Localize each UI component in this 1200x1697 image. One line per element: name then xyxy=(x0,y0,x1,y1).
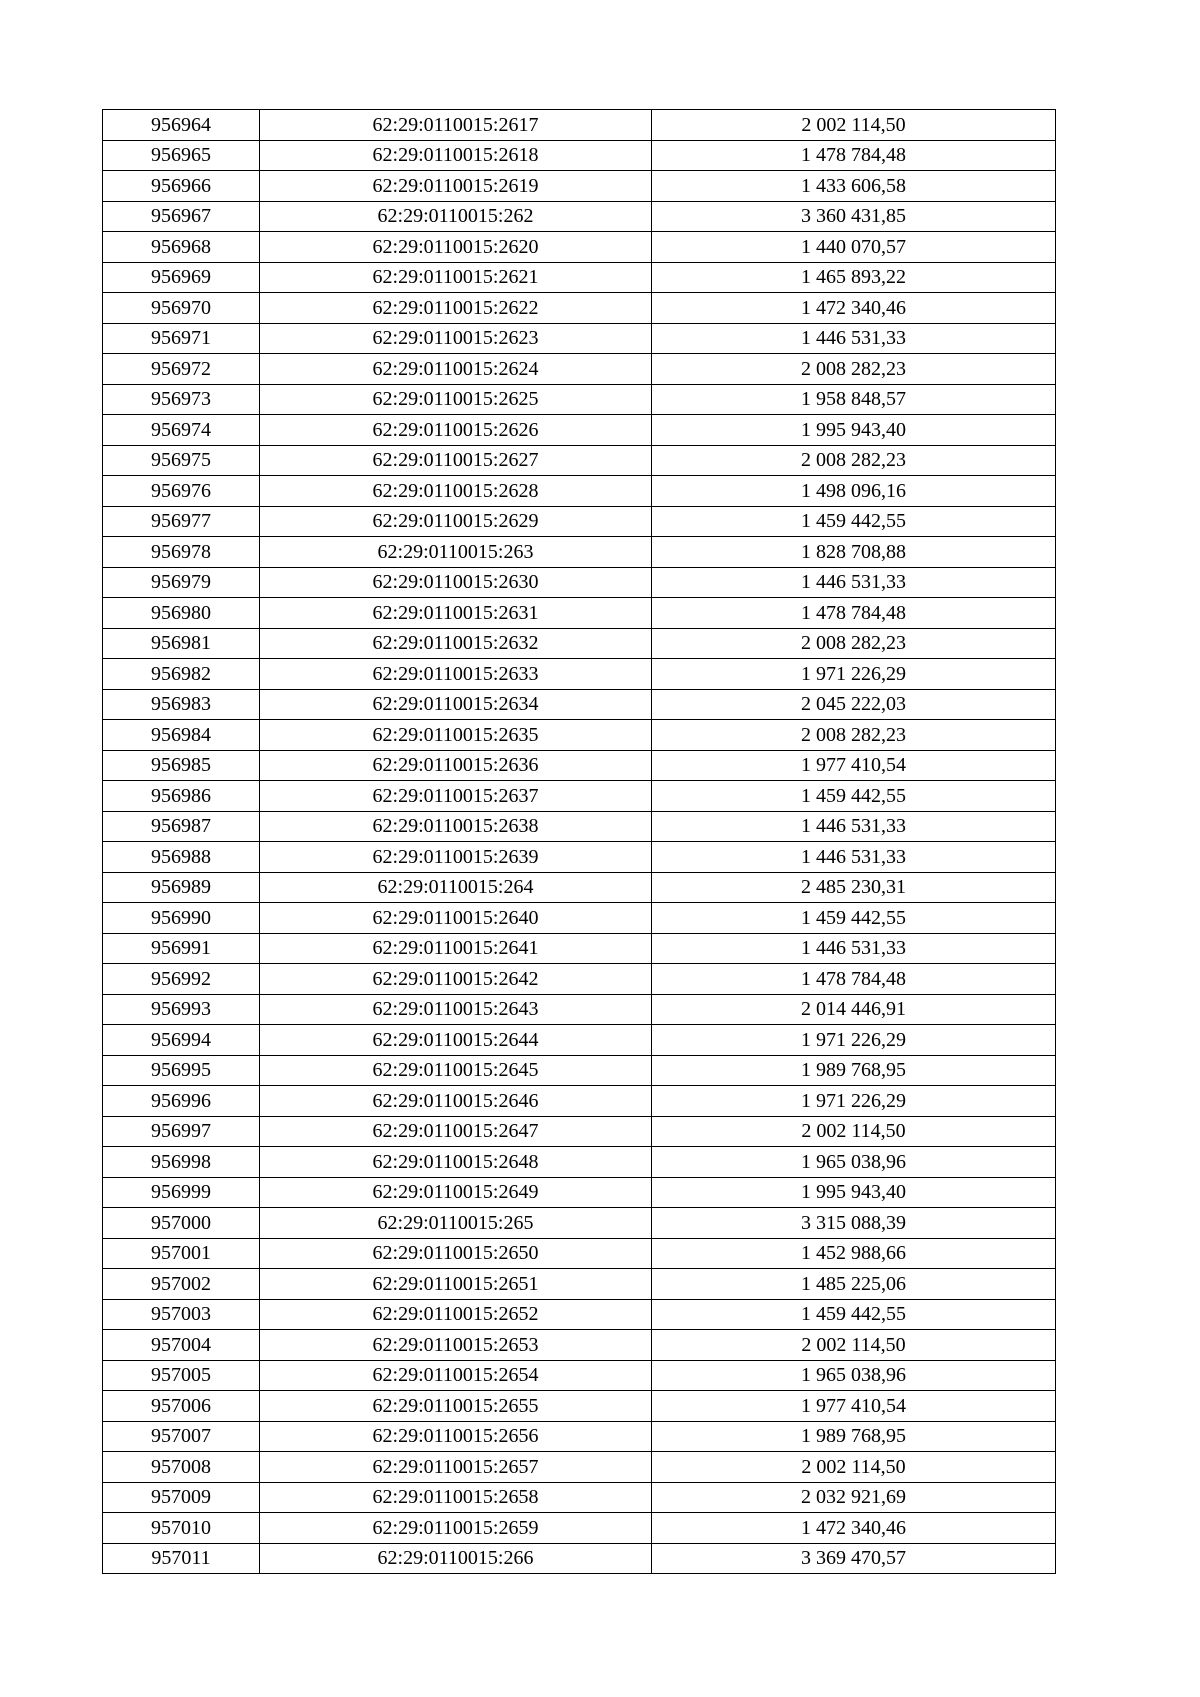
cadastral-value-cell: 1 459 442,55 xyxy=(652,1299,1056,1330)
row-number-cell: 956968 xyxy=(103,232,260,263)
row-number-cell: 956997 xyxy=(103,1116,260,1147)
table-row xyxy=(103,1147,1056,1178)
cadastral-number-cell: 62:29:0110015:2659 xyxy=(260,1513,652,1544)
row-number-cell: 956974 xyxy=(103,415,260,446)
cadastral-number-cell: 62:29:0110015:2634 xyxy=(260,689,652,720)
table-row xyxy=(103,964,1056,995)
cadastral-value-cell: 1 465 893,22 xyxy=(652,262,1056,293)
cadastral-value-cell: 1 446 531,33 xyxy=(652,842,1056,873)
table-row xyxy=(103,1116,1056,1147)
cadastral-number-cell: 62:29:0110015:2632 xyxy=(260,628,652,659)
cadastral-number-cell: 62:29:0110015:2649 xyxy=(260,1177,652,1208)
cadastral-number-cell: 62:29:0110015:2657 xyxy=(260,1452,652,1483)
cadastral-number-cell: 62:29:0110015:262 xyxy=(260,201,652,232)
cadastral-value-cell: 1 498 096,16 xyxy=(652,476,1056,507)
row-number-cell: 957000 xyxy=(103,1208,260,1239)
cadastral-value-cell: 1 995 943,40 xyxy=(652,415,1056,446)
cadastral-value-cell: 2 008 282,23 xyxy=(652,628,1056,659)
row-number-cell: 956965 xyxy=(103,140,260,171)
cadastral-value-cell: 2 002 114,50 xyxy=(652,1116,1056,1147)
cadastral-number-cell: 62:29:0110015:265 xyxy=(260,1208,652,1239)
cadastral-number-cell: 62:29:0110015:2617 xyxy=(260,110,652,141)
table-row xyxy=(103,1208,1056,1239)
table-row xyxy=(103,1330,1056,1361)
cadastral-number-cell: 62:29:0110015:2636 xyxy=(260,750,652,781)
cadastral-value-cell: 1 452 988,66 xyxy=(652,1238,1056,1269)
cadastral-number-cell: 62:29:0110015:2622 xyxy=(260,293,652,324)
cadastral-value-cell: 1 828 708,88 xyxy=(652,537,1056,568)
table-row xyxy=(103,323,1056,354)
cadastral-value-cell: 1 446 531,33 xyxy=(652,323,1056,354)
table-row xyxy=(103,171,1056,202)
cadastral-number-cell: 62:29:0110015:2628 xyxy=(260,476,652,507)
cadastral-value-cell: 1 478 784,48 xyxy=(652,964,1056,995)
cadastral-value-cell: 3 315 088,39 xyxy=(652,1208,1056,1239)
cadastral-number-cell: 62:29:0110015:2646 xyxy=(260,1086,652,1117)
cadastral-value-cell: 2 002 114,50 xyxy=(652,1330,1056,1361)
row-number-cell: 956992 xyxy=(103,964,260,995)
row-number-cell: 956970 xyxy=(103,293,260,324)
table-row xyxy=(103,1513,1056,1544)
cadastral-number-cell: 62:29:0110015:2624 xyxy=(260,354,652,385)
row-number-cell: 956982 xyxy=(103,659,260,690)
cadastral-value-cell: 3 360 431,85 xyxy=(652,201,1056,232)
cadastral-number-cell: 62:29:0110015:2619 xyxy=(260,171,652,202)
cadastral-number-cell: 62:29:0110015:2647 xyxy=(260,1116,652,1147)
table-row xyxy=(103,933,1056,964)
row-number-cell: 957006 xyxy=(103,1391,260,1422)
row-number-cell: 956964 xyxy=(103,110,260,141)
row-number-cell: 956995 xyxy=(103,1055,260,1086)
cadastral-number-cell: 62:29:0110015:2641 xyxy=(260,933,652,964)
table-row xyxy=(103,354,1056,385)
cadastral-number-cell: 62:29:0110015:2631 xyxy=(260,598,652,629)
cadastral-value-cell: 1 472 340,46 xyxy=(652,293,1056,324)
row-number-cell: 956983 xyxy=(103,689,260,720)
row-number-cell: 957007 xyxy=(103,1421,260,1452)
cadastral-number-cell: 62:29:0110015:266 xyxy=(260,1543,652,1574)
cadastral-number-cell: 62:29:0110015:2656 xyxy=(260,1421,652,1452)
cadastral-value-cell: 2 008 282,23 xyxy=(652,720,1056,751)
table-row xyxy=(103,1452,1056,1483)
cadastral-number-cell: 62:29:0110015:2620 xyxy=(260,232,652,263)
row-number-cell: 957005 xyxy=(103,1360,260,1391)
table-row xyxy=(103,1055,1056,1086)
cadastral-number-cell: 62:29:0110015:2621 xyxy=(260,262,652,293)
cadastral-number-cell: 62:29:0110015:2653 xyxy=(260,1330,652,1361)
row-number-cell: 956966 xyxy=(103,171,260,202)
table-row xyxy=(103,628,1056,659)
cadastral-number-cell: 62:29:0110015:2627 xyxy=(260,445,652,476)
row-number-cell: 956981 xyxy=(103,628,260,659)
cadastral-number-cell: 62:29:0110015:2633 xyxy=(260,659,652,690)
table-row xyxy=(103,445,1056,476)
table-row xyxy=(103,1177,1056,1208)
table-row xyxy=(103,689,1056,720)
cadastral-value-cell: 1 446 531,33 xyxy=(652,933,1056,964)
cadastral-value-cell: 1 965 038,96 xyxy=(652,1360,1056,1391)
table-row xyxy=(103,476,1056,507)
cadastral-value-cell: 2 002 114,50 xyxy=(652,110,1056,141)
cadastral-value-cell: 1 958 848,57 xyxy=(652,384,1056,415)
cadastral-value-cell: 1 971 226,29 xyxy=(652,659,1056,690)
row-number-cell: 956993 xyxy=(103,994,260,1025)
cadastral-value-cell: 2 008 282,23 xyxy=(652,354,1056,385)
cadastral-number-cell: 62:29:0110015:264 xyxy=(260,872,652,903)
row-number-cell: 956971 xyxy=(103,323,260,354)
row-number-cell: 956986 xyxy=(103,781,260,812)
cadastral-number-cell: 62:29:0110015:2639 xyxy=(260,842,652,873)
cadastral-number-cell: 62:29:0110015:2625 xyxy=(260,384,652,415)
row-number-cell: 956967 xyxy=(103,201,260,232)
table-row xyxy=(103,842,1056,873)
cadastral-value-cell: 1 971 226,29 xyxy=(652,1025,1056,1056)
table-row xyxy=(103,1086,1056,1117)
row-number-cell: 956996 xyxy=(103,1086,260,1117)
cadastral-number-cell: 62:29:0110015:2637 xyxy=(260,781,652,812)
table-row xyxy=(103,811,1056,842)
row-number-cell: 957004 xyxy=(103,1330,260,1361)
cadastral-number-cell: 62:29:0110015:2652 xyxy=(260,1299,652,1330)
cadastral-value-cell: 2 045 222,03 xyxy=(652,689,1056,720)
row-number-cell: 956975 xyxy=(103,445,260,476)
row-number-cell: 956984 xyxy=(103,720,260,751)
cadastral-number-cell: 62:29:0110015:2644 xyxy=(260,1025,652,1056)
table-row xyxy=(103,140,1056,171)
table-row xyxy=(103,384,1056,415)
cadastral-value-cell: 1 989 768,95 xyxy=(652,1055,1056,1086)
row-number-cell: 957008 xyxy=(103,1452,260,1483)
table-row xyxy=(103,232,1056,263)
cadastral-value-cell: 1 995 943,40 xyxy=(652,1177,1056,1208)
cadastral-value-cell: 1 459 442,55 xyxy=(652,903,1056,934)
cadastral-number-cell: 62:29:0110015:2629 xyxy=(260,506,652,537)
table-row xyxy=(103,262,1056,293)
row-number-cell: 956972 xyxy=(103,354,260,385)
cadastral-value-cell: 2 002 114,50 xyxy=(652,1452,1056,1483)
table-row xyxy=(103,1391,1056,1422)
cadastral-number-cell: 62:29:0110015:2654 xyxy=(260,1360,652,1391)
cadastral-number-cell: 62:29:0110015:2623 xyxy=(260,323,652,354)
row-number-cell: 957002 xyxy=(103,1269,260,1300)
cadastral-number-cell: 62:29:0110015:2618 xyxy=(260,140,652,171)
row-number-cell: 957003 xyxy=(103,1299,260,1330)
cadastral-value-cell: 1 459 442,55 xyxy=(652,781,1056,812)
cadastral-value-cell: 1 478 784,48 xyxy=(652,140,1056,171)
cadastral-value-cell: 2 032 921,69 xyxy=(652,1482,1056,1513)
cadastral-number-cell: 62:29:0110015:263 xyxy=(260,537,652,568)
cadastral-value-cell: 1 965 038,96 xyxy=(652,1147,1056,1178)
row-number-cell: 956976 xyxy=(103,476,260,507)
cadastral-value-cell: 1 977 410,54 xyxy=(652,1391,1056,1422)
cadastral-value-cell: 1 485 225,06 xyxy=(652,1269,1056,1300)
table-row xyxy=(103,506,1056,537)
cadastral-number-cell: 62:29:0110015:2630 xyxy=(260,567,652,598)
cadastral-value-cell: 1 977 410,54 xyxy=(652,750,1056,781)
row-number-cell: 956988 xyxy=(103,842,260,873)
cadastral-number-cell: 62:29:0110015:2648 xyxy=(260,1147,652,1178)
row-number-cell: 956985 xyxy=(103,750,260,781)
row-number-cell: 956973 xyxy=(103,384,260,415)
table-row xyxy=(103,1025,1056,1056)
table-row xyxy=(103,110,1056,141)
table-row xyxy=(103,1238,1056,1269)
cadastral-number-cell: 62:29:0110015:2650 xyxy=(260,1238,652,1269)
row-number-cell: 956989 xyxy=(103,872,260,903)
row-number-cell: 956980 xyxy=(103,598,260,629)
table-row xyxy=(103,537,1056,568)
table-row xyxy=(103,903,1056,934)
cadastral-value-cell: 2 014 446,91 xyxy=(652,994,1056,1025)
cadastral-value-cell: 1 446 531,33 xyxy=(652,567,1056,598)
table-body xyxy=(103,110,1056,1574)
cadastral-number-cell: 62:29:0110015:2626 xyxy=(260,415,652,446)
cadastral-value-cell: 1 472 340,46 xyxy=(652,1513,1056,1544)
table-row xyxy=(103,201,1056,232)
cadastral-number-cell: 62:29:0110015:2640 xyxy=(260,903,652,934)
table-row xyxy=(103,872,1056,903)
table-row xyxy=(103,598,1056,629)
row-number-cell: 957001 xyxy=(103,1238,260,1269)
row-number-cell: 957011 xyxy=(103,1543,260,1574)
cadastral-value-cell: 2 485 230,31 xyxy=(652,872,1056,903)
row-number-cell: 956991 xyxy=(103,933,260,964)
table-row xyxy=(103,994,1056,1025)
table-row xyxy=(103,415,1056,446)
cadastral-value-cell: 1 971 226,29 xyxy=(652,1086,1056,1117)
row-number-cell: 956999 xyxy=(103,1177,260,1208)
row-number-cell: 956978 xyxy=(103,537,260,568)
cadastral-value-cell: 1 440 070,57 xyxy=(652,232,1056,263)
cadastral-number-cell: 62:29:0110015:2642 xyxy=(260,964,652,995)
cadastral-number-cell: 62:29:0110015:2658 xyxy=(260,1482,652,1513)
row-number-cell: 956979 xyxy=(103,567,260,598)
cadastral-number-cell: 62:29:0110015:2635 xyxy=(260,720,652,751)
cadastral-number-cell: 62:29:0110015:2638 xyxy=(260,811,652,842)
row-number-cell: 956977 xyxy=(103,506,260,537)
table-row xyxy=(103,1299,1056,1330)
row-number-cell: 956998 xyxy=(103,1147,260,1178)
table-row xyxy=(103,1269,1056,1300)
table-row xyxy=(103,293,1056,324)
table-row xyxy=(103,720,1056,751)
table-row xyxy=(103,1482,1056,1513)
row-number-cell: 956990 xyxy=(103,903,260,934)
cadastral-value-cell: 1 446 531,33 xyxy=(652,811,1056,842)
cadastral-value-cell: 3 369 470,57 xyxy=(652,1543,1056,1574)
cadastral-value-table xyxy=(102,109,1056,1574)
table-row xyxy=(103,750,1056,781)
cadastral-value-cell: 1 459 442,55 xyxy=(652,506,1056,537)
cadastral-number-cell: 62:29:0110015:2645 xyxy=(260,1055,652,1086)
table-row xyxy=(103,567,1056,598)
cadastral-value-cell: 1 433 606,58 xyxy=(652,171,1056,202)
row-number-cell: 957010 xyxy=(103,1513,260,1544)
row-number-cell: 956994 xyxy=(103,1025,260,1056)
table-row xyxy=(103,781,1056,812)
cadastral-value-cell: 2 008 282,23 xyxy=(652,445,1056,476)
table-row xyxy=(103,659,1056,690)
table-row xyxy=(103,1360,1056,1391)
table-row xyxy=(103,1421,1056,1452)
row-number-cell: 956987 xyxy=(103,811,260,842)
cadastral-value-cell: 1 478 784,48 xyxy=(652,598,1056,629)
table-row xyxy=(103,1543,1056,1574)
row-number-cell: 957009 xyxy=(103,1482,260,1513)
cadastral-value-cell: 1 989 768,95 xyxy=(652,1421,1056,1452)
row-number-cell: 956969 xyxy=(103,262,260,293)
cadastral-number-cell: 62:29:0110015:2655 xyxy=(260,1391,652,1422)
cadastral-number-cell: 62:29:0110015:2651 xyxy=(260,1269,652,1300)
cadastral-number-cell: 62:29:0110015:2643 xyxy=(260,994,652,1025)
